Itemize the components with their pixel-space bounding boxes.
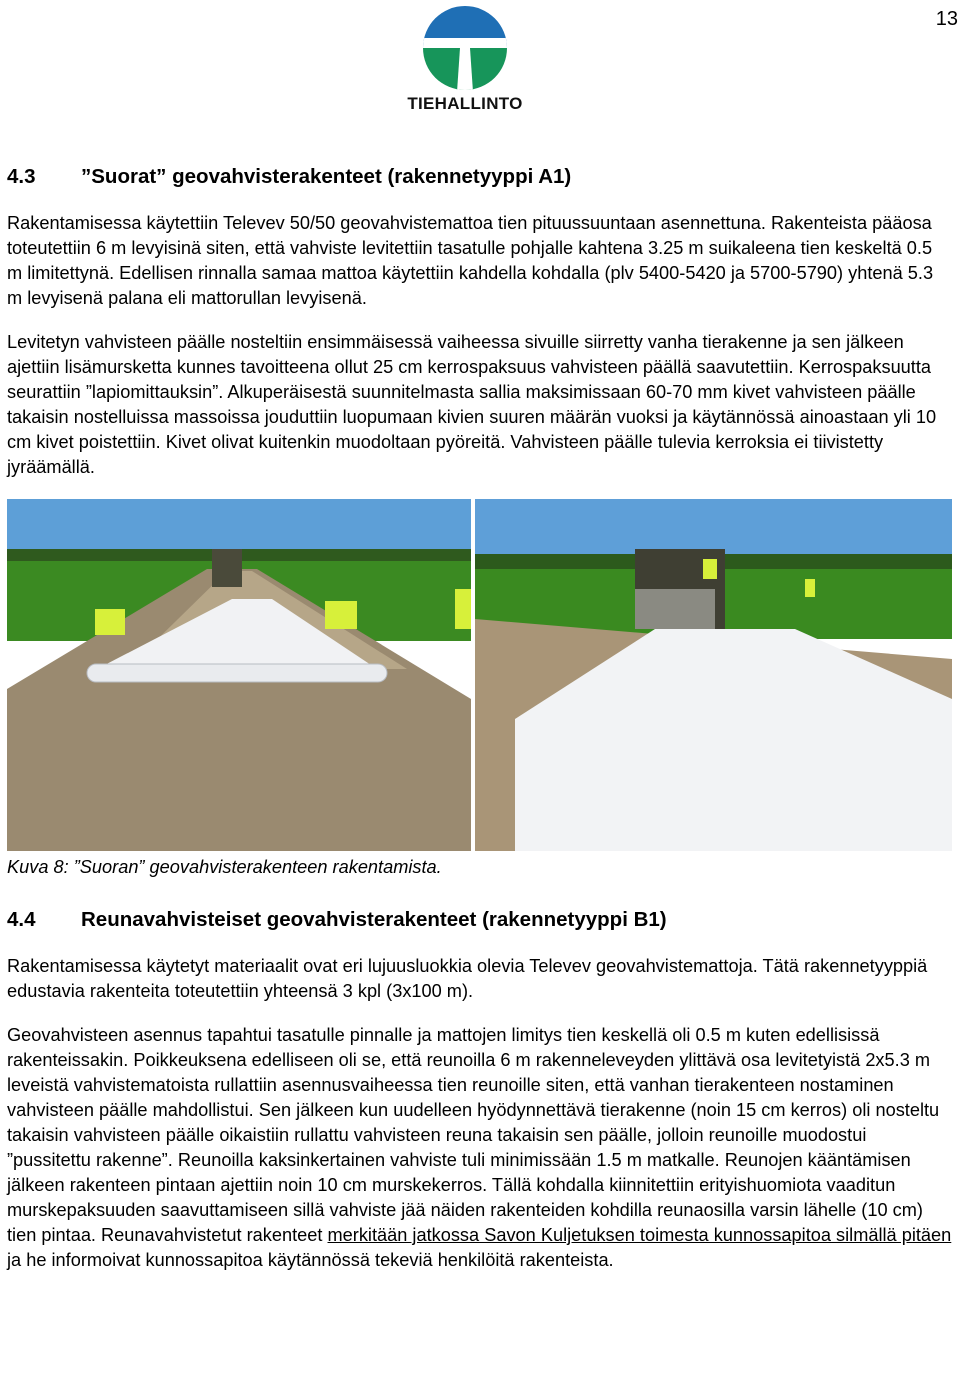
logo-wordmark: TIEHALLINTO	[407, 94, 523, 113]
underlined-text: merkitään jatkossa Savon Kuljetuksen toimesta kunnossapitoa silmällä pitäen	[327, 1225, 952, 1245]
paragraph-text: ja he informoivat kunnossapitoa käytännössä tekeviä henkilöitä rakenteista.	[7, 1250, 614, 1270]
tiehallinto-emblem-icon	[419, 4, 511, 92]
section-title: ”Suorat” geovahvisterakenteet (rakennetyyppi A1)	[81, 165, 572, 188]
photo-geotextile-laid	[475, 499, 952, 851]
section-title: Reunavahvisteiset geovahvisterakenteet (rakennetyyppi B1)	[81, 908, 667, 931]
paragraph: Levitetyn vahvisteen päälle nosteltiin ensimmäisessä vaiheessa sivuille siirretty vanha tierakenne ja sen jälkeen ajettiin lisämursketta kunnes tavoitteena ollut 25 cm kerrospaksuus vahvisteen päällä saavutettiin. Kerrospaksuutta seurattiin ”lapiomittauksin”. Alkuperäisestä suunnitelmasta sallia maksimissaan 60-70 mm kivet vahvisteen päälle takaisin nostelluissa massoissa jouduttiin luopumaan kivien suuren määrän vuoksi ja käytännössä ainoastaan yli 10 cm kivet poistettiin. Kivet olivat kuitenkin muodoltaan pyöreitä. Vahvisteen päälle tulevia kerroksia ei tiivistetty jyräämällä.	[7, 332, 937, 477]
tiehallinto-logo	[400, 4, 530, 114]
photo-pair	[7, 499, 952, 851]
figure-caption: Kuva 8: ”Suoran” geovahvisterakenteen rakentamista.	[7, 857, 442, 877]
paragraph	[7, 1023, 952, 1273]
document-body	[7, 165, 952, 1292]
paragraph-text: Geovahvisteen asennus tapahtui tasatulle pinnalle ja mattojen limitys tien keskellä oli 0.5 m kuten edellisissä rakenteissakin. Poikkeuksena edelliseen oli se, että reunoilla 6 m rakenneleveyden ylittävä osa levitetyistä 2x5.3 m leveistä vahvistematoista rullattiin asennusvaiheessa tien reunoille siten, että vanhan tierakenteen nostaminen vahvisteen päälle mahdollistui. Sen jälkeen kun uudelleen hyödynnettävä tierakenne (noin 15 cm kerros) oli nosteltu takaisin vahvisteen päälle oikaistiin rullattu vahvisteen reuna takaisin sen päälle, jolloin reunoille muodostui ”pussitettu rakenne”. Reunoilla kaksinkertainen vahviste tuli minimissään 1.5 m matkalle. Reunojen kääntämisen jälkeen rakenteen pintaan ajettiin noin 10 cm murskekerros. Tällä kohdalla kiinnitettiin erityishuomiota vaaditun murskepaksuuden saavuttamiseen sillä vahviste jää näiden rakenteiden kohdilla reunaosilla varsin lähelle (10 cm) tien pintaa. Reunavahvistetut rakenteet	[7, 1025, 940, 1245]
photo-geotextile-rolling	[7, 499, 471, 851]
page-number: 13	[935, 8, 958, 30]
section-number: 4.3	[7, 165, 36, 188]
paragraph: Rakentamisessa käytettiin Televev 50/50 geovahvistemattoa tien pituussuuntaan asennettuna. Rakenteista pääosa toteutettiin 6 m levyisinä siten, että vahviste levitettiin tasatulle pohjalle kahtena 3.25 m suikaleena tien keskeltä 0.5 m limitettynä. Edellisen rinnalla samaa mattoa käytettiin kahdella kohdalla (plv 5400-5420 ja 5700-5790) yhtenä 5.3 m levyisenä palana eli mattorullan levyisenä.	[7, 213, 934, 308]
section-number: 4.4	[7, 908, 36, 931]
section-heading-4-3	[7, 165, 952, 189]
paragraph: Rakentamisessa käytetyt materiaalit ovat eri lujuusluokkia olevia Televev geovahvistemattoja. Tätä rakennetyyppiä edustavia rakenteita toteutettiin yhteensä 3 kpl (3x100 m).	[7, 956, 928, 1001]
section-heading-4-4	[7, 908, 952, 932]
